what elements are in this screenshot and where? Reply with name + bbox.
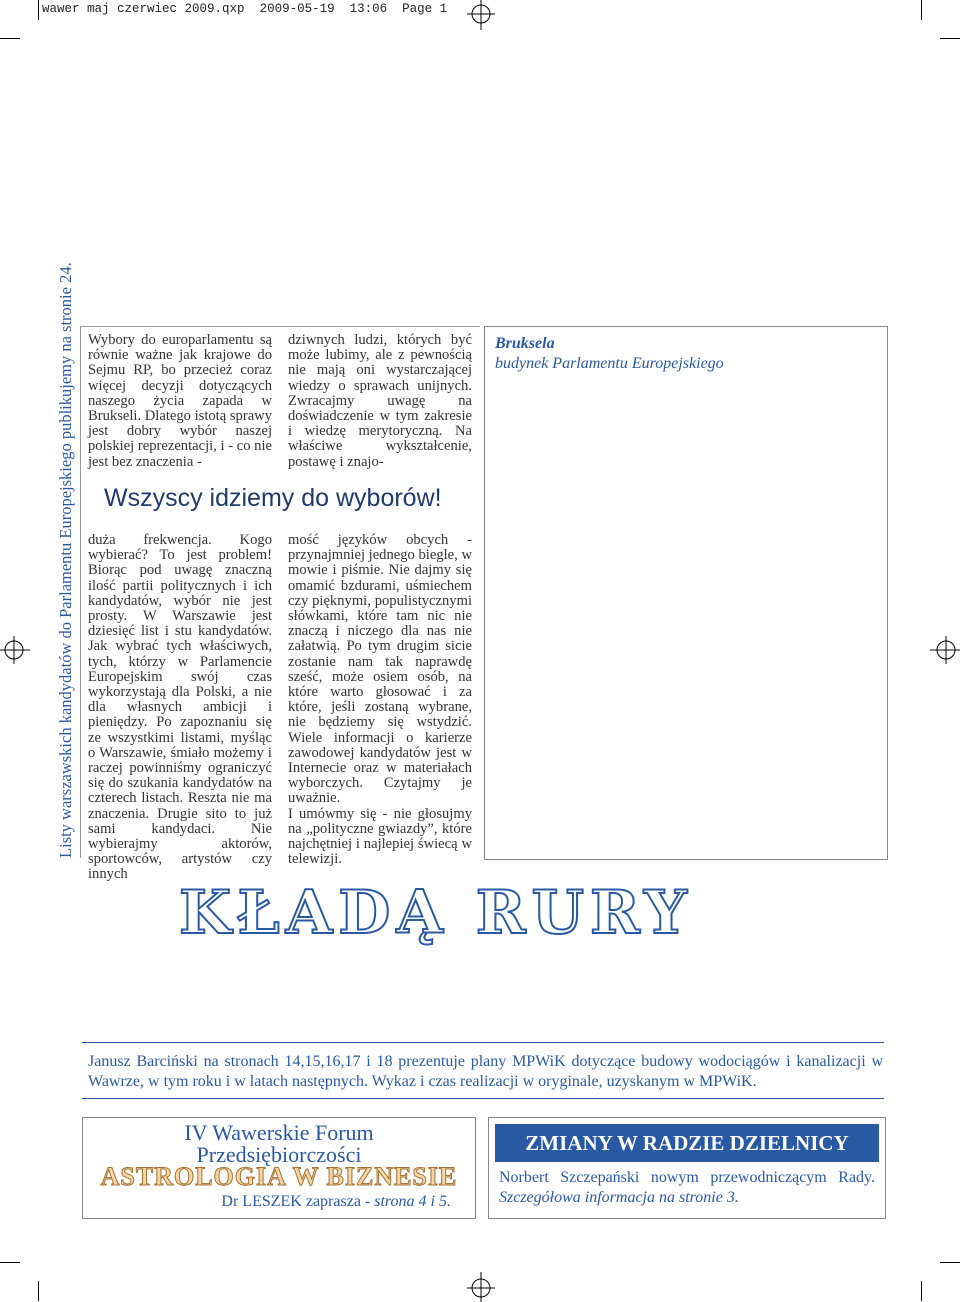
crop-mark [921,1281,922,1301]
registration-mark-icon [920,630,960,670]
article-headline: Wszyscy idziemy do wyborów! [104,484,442,512]
notice-text: Janusz Barciński na stronach 14,15,16,17 i 18 prezentuje plany MPWiK dotyczące budowy wodociągów i kanalizacji w Wawrze, w tym roku i w latach następnych. Wykaz i czas realizacji w oryginale, uzyskanym w MPWiK. [88,1053,883,1090]
registration-mark-icon [0,630,40,670]
slug-filename: wawer maj czerwiec 2009.qxp [42,2,245,16]
forum-box [82,1117,476,1219]
print-slug [42,2,447,16]
crop-mark [940,1262,960,1263]
forum-line2: Przedsiębiorczości [196,1142,362,1167]
crop-mark [38,0,39,20]
crop-mark [0,1262,20,1263]
paragraph: mość języków obcych - przynajmniej jednego biegle, w mowie i piśmie. Nie dajmy się omamić bzdurami, uśmiechem czy pięknymi, populistycznymi słówkami, które tam nic nie znaczą i niczego dla nas nie załatwią. Po tym drugim sicie zostanie nam tak naprawdę sześć, może osiem osób, na które warto głosować i za które, jeśli zostaną wybrane, nie będziemy się wstydzić. Wiele informacji o karierze zawodowej kandydatów jest w Internecie oraz w materiałach wyborczych. Czytajmy je uważnie. [288,532,472,807]
paragraph: I umówmy się - nie głosujmy na „polityczne gwiazdy”, które najchętniej i najlepiej świecą w telewizji. [288,805,472,868]
article-col2-top [288,333,472,470]
slug-time: 13:06 [349,2,388,16]
photo-caption: budynek Parlamentu Europejskiego [495,355,724,372]
crop-mark [921,0,922,20]
registration-mark-icon [461,0,501,40]
slug-page: Page 1 [402,2,448,16]
main-title: KŁADĄ RURY [179,878,693,948]
forum-invite [83,1193,451,1211]
sidebar-vertical-text: Listy warszawskich kandydatów do Parlamentu Europejskiego publikujemy na stronie 24. [56,262,75,858]
council-changes-body [499,1168,875,1208]
council-changes-text: Norbert Szczepański nowym przewodniczącym Rady. [499,1169,875,1186]
paragraph: dziwnych ludzi, których być może lubimy, ale z pewnością nie mają oni wystarczającej wiedzy o sprawach unijnych. Zwracajmy uwagę na doświadczenie w tym zakresie i wiedzę merytoryczną. Na właściwe wykształcenie, postawę i znajo- [288,332,472,470]
article-top-rule [80,326,480,327]
council-changes-box [488,1117,886,1219]
forum-line1: IV Wawerskie Forum [184,1120,374,1145]
crop-mark [0,38,20,39]
council-changes-ref: Szczegółowa informacja na stronie 3. [499,1189,739,1206]
forum-highlight: ASTROLOGIA W BIZNESIE [100,1162,458,1191]
council-changes-heading: ZMIANY W RADZIE DZIELNICY [495,1124,879,1162]
registration-mark-icon [461,1262,501,1302]
photo-title: Bruksela [495,335,555,352]
column-divider [80,326,81,858]
article-col2-bottom [288,533,472,867]
forum-page-ref: strona 4 i 5. [374,1193,451,1210]
crop-mark [38,1281,39,1301]
paragraph: duża frekwencja. Kogo wybierać? To jest problem! Biorąc pod uwagę znaczną ilość partii politycznych i ich kandydatów, wybór nie jest prosty. W Warszawie jest dziesięć list i stu kandydatów. Jak wybrać tych właściwych, tych, którzy w Parlamencie Europejskim swój czas wykorzystają dla Polski, a nie dla własnych ambicji i pieniędzy. Po zapoznaniu się ze wszystkimi listami, myśląc o Warszawie, śmiało możemy i raczej powinniśmy ograniczyć się do szukania kandydatów na czterech listach. Reszta nie ma znaczenia. Drugie sito to już sami kandydaci. Nie wybierajmy aktorów, sportowców, artystów czy innych [88,532,272,883]
paragraph: Wybory do europarlamentu są równie ważne jak krajowe do Sejmu RP, bo przecież coraz więcej decyzji dotyczących naszego życia zapada w Brukseli. Dlatego istotą sprawy jest dobry wybór naszej polskiej reprezentacji, i - co nie jest bez znaczenia - [88,332,273,470]
notice-top-rule [82,1042,884,1043]
article-col1-bottom [88,533,272,883]
crop-mark [940,38,960,39]
photo-frame [484,326,888,860]
article-col1-top [88,333,272,470]
forum-invite-text: Dr LESZEK zaprasza - [221,1193,375,1210]
notice-bottom-rule [82,1098,884,1099]
slug-date: 2009-05-19 [259,2,335,16]
